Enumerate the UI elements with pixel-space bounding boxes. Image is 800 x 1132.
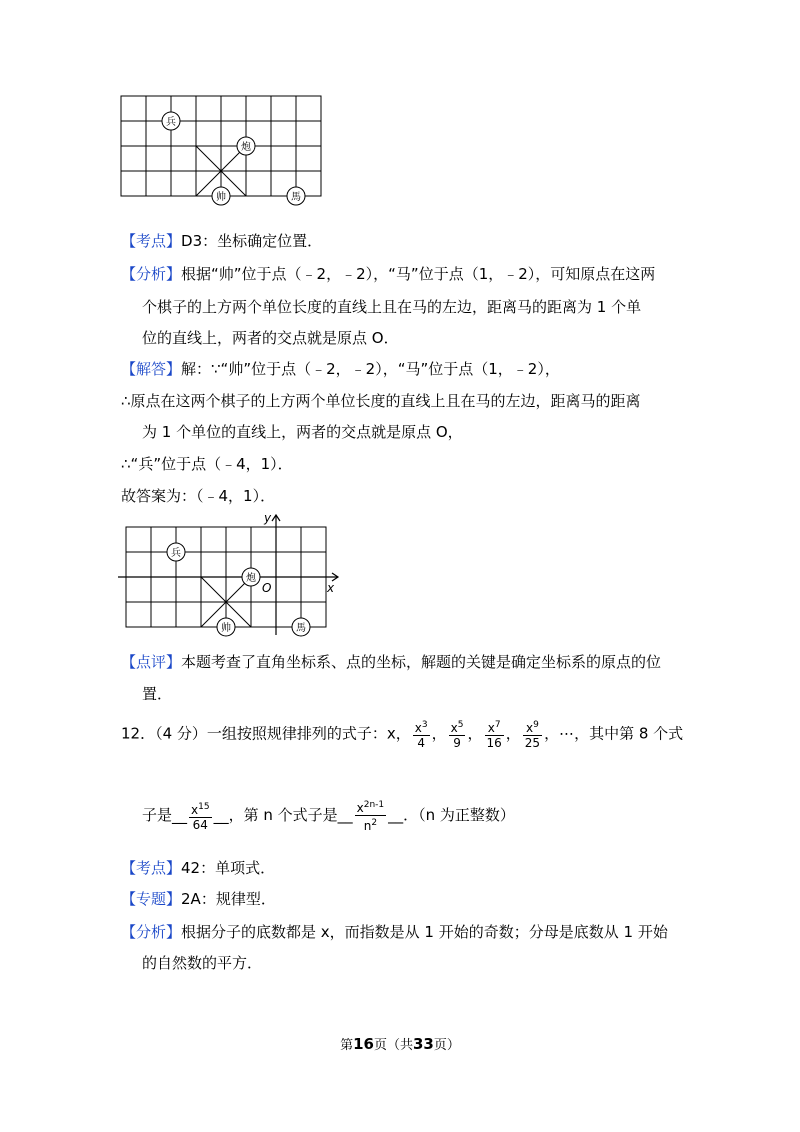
q12-line2-b: ，第 n 个式子是: [228, 806, 338, 824]
q12-zhuanti-tag: 【专题】: [121, 890, 182, 908]
ma-label: 馬: [296, 623, 306, 634]
q12-zhuanti-text: 2A：规律型．: [181, 890, 276, 908]
q12-kaodian-line: [121, 858, 275, 878]
q12-fenxi-line: [121, 922, 668, 942]
pao-label: 炮: [246, 573, 256, 584]
bing-label: 兵: [171, 548, 181, 559]
dianping-tag: 【点评】: [121, 653, 182, 671]
q12-suffix: ，⋯，其中第 8 个式: [544, 724, 684, 743]
total-pages: 33: [413, 1035, 434, 1053]
dianping-text-2: 置．: [142, 685, 173, 703]
q12-zhuanti-line: [121, 889, 276, 909]
q12-term-4: $\frac{x^9}{25}$: [524, 720, 541, 750]
page-number: 16: [353, 1035, 374, 1053]
q12-term-2: $\frac{x^5}{9}$: [450, 720, 464, 750]
shuai-label: 帅: [221, 623, 231, 634]
ma-label: 馬: [291, 192, 301, 203]
fenxi-text-1: 根据“帅”位于点（﹣2，﹣2），“马”位于点（1，﹣2），可知原点在这两: [181, 265, 656, 283]
kaodian-text: D3：坐标确定位置．: [181, 232, 323, 250]
answer-blank-2: __ $\frac{x^{2n-1}}{n^2}$ __: [337, 800, 404, 833]
q12-line-2: [142, 798, 515, 833]
q12-line-1: 12．（4 分）一组按照规律排列的式子：x， $\frac{x^3}{4}$ ， $\frac{x^5}{9}$ ， $\frac{x^7}{16}$ ， $\frac{x^9}{25}$ ，⋯，其中第 8 个式: [121, 720, 684, 750]
origin-label: O: [262, 581, 272, 595]
page-footer: 第16页（共33页）: [340, 1035, 460, 1053]
q12-term-1: $\frac{x^3}{4}$: [414, 720, 428, 750]
jieda-text-4: ∴“兵”位于点（﹣4，1）．: [121, 455, 293, 473]
q12-line2-c: ．（n 为正整数）: [403, 806, 515, 824]
q12-fenxi-text-1: 根据分子的底数都是 x，而指数是从 1 开始的奇数；分母是底数从 1 开始: [181, 923, 668, 941]
dianping-line: [121, 652, 661, 672]
jieda-tag: 【解答】: [121, 360, 182, 378]
answer-blank-1: __ $\frac{x^{15}}{64}$ __: [172, 801, 229, 832]
y-axis-label: y: [264, 511, 272, 525]
q12-kaodian-text: 42：单项式．: [181, 859, 276, 877]
jieda-line: [121, 359, 560, 379]
jieda-text-1: 解：∵“帅”位于点（﹣2，﹣2），“马”位于点（1，﹣2），: [181, 360, 560, 378]
jieda-text-2: ∴原点在这两个棋子的上方两个单位长度的直线上且在马的左边，距离马的距离: [121, 392, 641, 410]
kaodian-tag: 【考点】: [121, 232, 182, 250]
bing-label: 兵: [166, 117, 176, 128]
coordinate-board-figure: [110, 510, 350, 640]
q12-term-3: $\frac{x^7}{16}$: [486, 720, 502, 750]
q12-fenxi-text-2: 的自然数的平方．: [142, 954, 263, 972]
dianping-text-1: 本题考查了直角坐标系、点的坐标，解题的关键是确定坐标系的原点的位: [181, 653, 662, 671]
fenxi-line: [121, 264, 655, 284]
fenxi-text-2: 个棋子的上方两个单位长度的直线上且在马的左边，距离马的距离为 1 个单: [142, 298, 642, 316]
q12-kaodian-tag: 【考点】: [121, 859, 182, 877]
chess-board-figure: [110, 88, 340, 213]
jieda-text-3: 为 1 个单位的直线上，两者的交点就是原点 O，: [142, 423, 463, 441]
pao-label: 炮: [241, 142, 251, 153]
q12-fenxi-tag: 【分析】: [121, 923, 182, 941]
x-axis-label: x: [327, 581, 335, 595]
q12-prefix: 12．（4 分）一组按照规律排列的式子：x，: [121, 724, 411, 743]
fenxi-text-3: 位的直线上，两者的交点就是原点 O．: [142, 329, 399, 347]
shuai-label: 帅: [216, 192, 226, 203]
answer-line: 故答案为：（﹣4，1）．: [121, 487, 276, 505]
q12-line2-a: 子是: [142, 806, 173, 824]
kaodian-line: [121, 231, 322, 251]
fenxi-tag: 【分析】: [121, 265, 182, 283]
